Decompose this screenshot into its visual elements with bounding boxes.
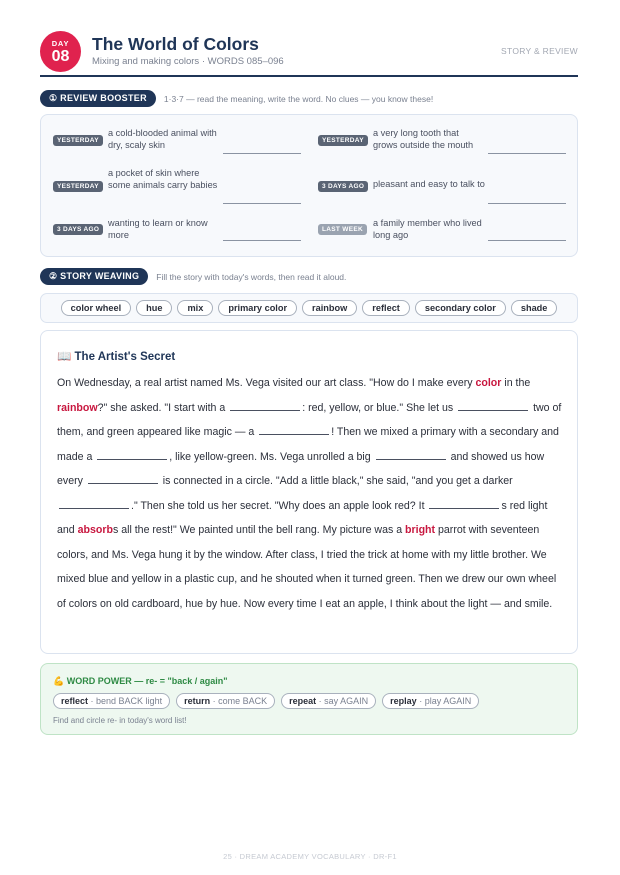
story-blank[interactable]: [59, 498, 129, 509]
word-chip[interactable]: mix: [177, 300, 213, 316]
review-definition: a family member who lived long ago: [373, 218, 482, 240]
answer-line[interactable]: [223, 240, 301, 241]
story-text-segment: ." Then she told us her secret. "Why does an apple look red? It: [131, 499, 428, 512]
review-tag: LAST WEEK: [318, 224, 367, 235]
story-text-segment: On Wednesday, a real artist named Ms. Vega visited our art class. "How do I make every: [57, 377, 476, 389]
review-definition: a pocket of skin where some animals carry babies: [108, 168, 218, 190]
word-chip[interactable]: shade: [511, 300, 558, 316]
story-text-segment: parrot with seventeen colors, and Ms. Vega hung it by the window. After class, I tried the trick at home with my little brother. We mixed blue and yellow in a plastic cup, and he shouted when it turned green. Then we drew our own wheel of colors on old cardboard, hue by hue. Now every time I eat an apple, I think about the light — and smile.: [57, 524, 557, 610]
review-tag: YESTERDAY: [53, 181, 103, 192]
review-box: [40, 114, 578, 257]
story-text-segment: is connected in a circle. "Add a little black," she said, "and you get a darker: [159, 475, 513, 487]
story-blank[interactable]: [88, 473, 158, 484]
word-power-box: [40, 663, 578, 735]
highlighted-word: color: [475, 377, 502, 389]
page-header: [40, 30, 578, 76]
day-label: DAY: [51, 39, 70, 48]
story-text-segment: in the: [501, 377, 531, 389]
story-blank[interactable]: [429, 498, 499, 509]
story-text-segment: s all the rest!" We painted until the bell rang. My picture was a: [112, 524, 406, 536]
review-item: [41, 167, 295, 203]
story-text-segment: : red, yellow, or blue." She let us: [302, 401, 457, 414]
prefix-word-chip: [176, 693, 275, 709]
review-tag: YESTERDAY: [53, 135, 103, 146]
answer-line[interactable]: [488, 153, 566, 154]
story-box: [40, 330, 578, 654]
review-tag: 3 DAYS AGO: [53, 224, 103, 235]
prefix-word-chip: [382, 693, 479, 709]
story-pill: ② STORY WEAVING: [40, 268, 148, 285]
page-footer: 25 · DREAM ACADEMY VOCABULARY · DR-F1: [223, 852, 397, 861]
review-item: [306, 127, 560, 163]
prefix-word-chip: [281, 693, 376, 709]
story-blank[interactable]: [230, 400, 300, 411]
prefix-meaning: · say AGAIN: [318, 696, 369, 706]
prefix-meaning: · bend BACK light: [90, 696, 163, 706]
answer-line[interactable]: [488, 203, 566, 204]
header-divider: [40, 75, 578, 77]
story-text-segment: s red light and: [57, 499, 548, 536]
story-section-header: [40, 268, 346, 285]
review-item: [306, 167, 560, 203]
review-pill: ① REVIEW BOOSTER: [40, 90, 156, 107]
word-chip[interactable]: reflect: [362, 300, 410, 316]
story-blank[interactable]: [259, 424, 329, 435]
highlighted-word: bright: [405, 524, 436, 536]
word-chip[interactable]: hue: [136, 300, 172, 316]
word-power-title: 💪 WORD POWER — re- = "back / again": [53, 676, 228, 686]
answer-line[interactable]: [488, 240, 566, 241]
story-text-segment: ! Then we mixed a primary with a secondary and made a: [57, 426, 559, 463]
worksheet-page: [40, 30, 578, 725]
page-title: The World of Colors: [92, 34, 259, 54]
word-chip[interactable]: color wheel: [61, 300, 132, 316]
prefix-word: repeat: [289, 696, 317, 706]
day-number: 08: [51, 48, 70, 65]
prefix-word: replay: [390, 696, 417, 706]
story-paragraph: [57, 371, 565, 616]
review-item: [41, 216, 295, 252]
story-blank[interactable]: [97, 449, 167, 460]
answer-line[interactable]: [223, 203, 301, 204]
story-blank[interactable]: [376, 449, 446, 460]
prefix-word: return: [184, 696, 211, 706]
highlighted-word: rainbow: [57, 401, 98, 414]
prefix-meaning: · come BACK: [212, 696, 268, 706]
word-chip[interactable]: secondary color: [415, 300, 506, 316]
review-item: [41, 127, 295, 163]
review-section-header: [40, 90, 433, 107]
answer-line[interactable]: [223, 153, 301, 154]
story-text-segment: ?" she asked. "I start with a: [97, 401, 229, 414]
prefix-meaning: · play AGAIN: [419, 696, 472, 706]
highlighted-word: absorb: [77, 524, 113, 536]
review-definition: wanting to learn or know more: [108, 218, 208, 240]
word-bank: [40, 293, 578, 323]
word-power-note: Find and circle re- in today's word list!: [53, 716, 187, 725]
review-instructions: 1·3·7 — read the meaning, write the word. No clues — you know these!: [163, 93, 434, 104]
review-tag: YESTERDAY: [318, 135, 368, 146]
review-tag: 3 DAYS AGO: [318, 181, 368, 192]
day-badge: [40, 31, 81, 72]
word-chip[interactable]: primary color: [218, 300, 297, 316]
word-power-chips: [53, 693, 479, 709]
story-blank[interactable]: [458, 400, 528, 411]
review-definition: a cold-blooded animal with dry, scaly skin: [108, 128, 217, 150]
section-type-label: STORY & REVIEW: [501, 46, 578, 56]
prefix-word-chip: [53, 693, 170, 709]
page-subtitle: Mixing and making colors · WORDS 085–096: [92, 56, 284, 67]
prefix-word: reflect: [61, 696, 89, 706]
word-chip[interactable]: rainbow: [302, 300, 357, 316]
story-instructions: Fill the story with today's words, then read it aloud.: [156, 271, 347, 282]
story-text-segment: and showed us how every: [57, 450, 545, 487]
story-text-segment: , like yellow-green. Ms. Vega unrolled a big: [169, 450, 374, 463]
review-item: [306, 216, 560, 252]
review-definition: a very long tooth that grows outside the mouth: [373, 128, 474, 150]
story-title: 📖 The Artist's Secret: [57, 351, 176, 363]
story-text-segment: two of them, and green appeared like magic — a: [57, 401, 562, 438]
review-definition: pleasant and easy to talk to: [373, 179, 485, 189]
